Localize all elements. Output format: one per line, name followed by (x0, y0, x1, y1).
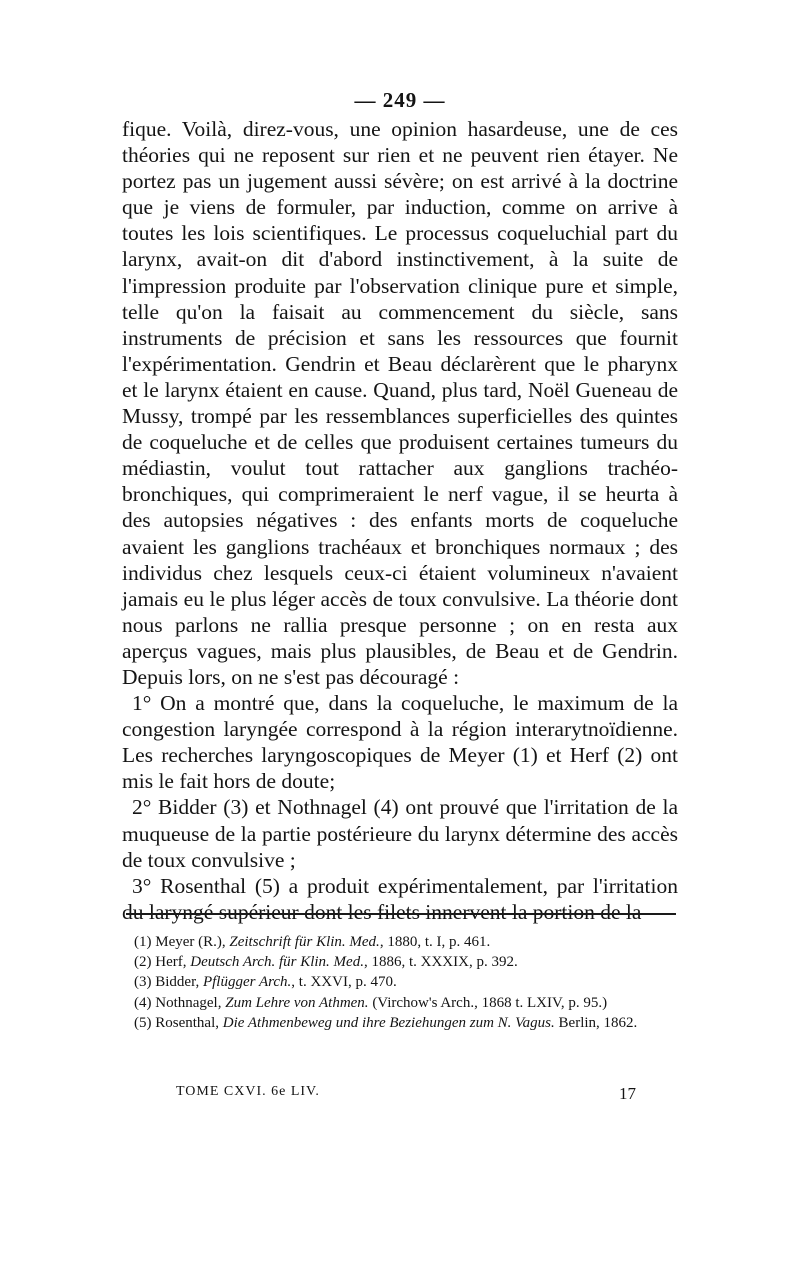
footnote-detail: , 1880, t. I, p. 461. (379, 934, 491, 950)
footnote-detail: Berlin, 1862. (554, 1014, 638, 1031)
body-text (122, 116, 678, 925)
paragraph: 3° Rosenthal (5) a produit expérimentalement, par l'irritation du laryngé supérieur dont les filets innervent la portion de la (122, 873, 678, 924)
footnote-title: Deutsch Arch. für Klin. Med. (190, 954, 364, 971)
footnote (122, 1013, 678, 1033)
footnote-ref: (3) Bidder, (134, 974, 203, 991)
footnote-title: Zum Lehre von Athmen. (225, 994, 369, 1011)
footnotes (122, 932, 678, 1033)
footnote-title: Pflügger Arch. (202, 974, 292, 991)
footnote (122, 993, 678, 1013)
footnote-ref: (5) Rosenthal, (134, 1014, 223, 1031)
signature-volume: TOME CXVI. 6e LIV. (176, 1084, 320, 1099)
footnote (122, 972, 678, 992)
footnote-title: Zeitschrift für Klin. Med. (229, 934, 380, 950)
page-number: — 249 — (354, 88, 446, 112)
paragraph: 2° Bidder (3) et Nothnagel (4) ont prouvé que l'irritation de la muqueuse de la partie postérieure du larynx détermine des accès de toux convulsive ; (122, 795, 678, 872)
footnote-ref: (4) Nothnagel, (134, 994, 226, 1011)
footnote-title: Die Athmenbeweg und ihre Beziehungen zum N. Vagus. (222, 1014, 555, 1031)
footnote-ref: (1) Meyer (R.), (134, 934, 230, 950)
paragraph: fique. Voilà, direz-vous, une opinion hasardeuse, une de ces théories qui ne reposent sur rien et ne peuvent rien étayer. Ne portez pas un jugement aussi sévère; on est arrivé à la doctrine que je viens de formuler, par induction, comme on arrive à toutes les lois scientifiques. Le processus coqueluchial part du larynx, avait-on dit d'abord instinctivement, à la suite de l'impression produite par l'observation clinique pure et simple, telle qu'on la faisait au commencement du siècle, sans instruments de précision et sans les ressources que fournit l'expérimentation. Gendrin et Beau déclarèrent que le pharynx et le larynx étaient en cause. Quand, plus tard, Noël Gueneau de Mussy, trompé par les ressemblances superficielles des quintes de coqueluche et de celles que produisent certaines tumeurs du médiastin, voulut tout rattacher aux ganglions trachéo-bronchiques, qui comprimeraient le nerf vague, il se heurta à des autopsies négatives : des enfants morts de coqueluche avaient les ganglions trachéaux et bronchiques normaux ; des individus chez lesquels ceux-ci étaient volumineux n'avaient jamais eu le plus léger accès de toux convulsive. La théorie dont nous parlons ne rallia presque personne ; on en resta aux aperçus vagues, mais plus plausibles, de Beau et de Gendrin. Depuis lors, on ne s'est pas découragé : (122, 117, 678, 689)
footnote (122, 952, 678, 972)
footnote (122, 932, 678, 952)
signature-sheet-number: 17 (619, 1084, 636, 1103)
footnote-detail: , 1886, t. XXXIX, p. 392. (363, 954, 518, 971)
footnote-divider (126, 913, 676, 915)
footnote-ref: (2) Herf, (134, 954, 191, 971)
paragraph: 1° On a montré que, dans la coqueluche, le maximum de la congestion laryngée correspond à la région interarytnoïdienne. Les recherches laryngoscopiques de Meyer (1) et Herf (2) ont mis le fait hors de doute; (122, 691, 678, 794)
printer-signature (176, 1084, 636, 1103)
footnote-detail: (Virchow's Arch., 1868 t. LXIV, p. 95.) (368, 994, 608, 1011)
footnote-detail: , t. XXVI, p. 470. (291, 974, 397, 991)
